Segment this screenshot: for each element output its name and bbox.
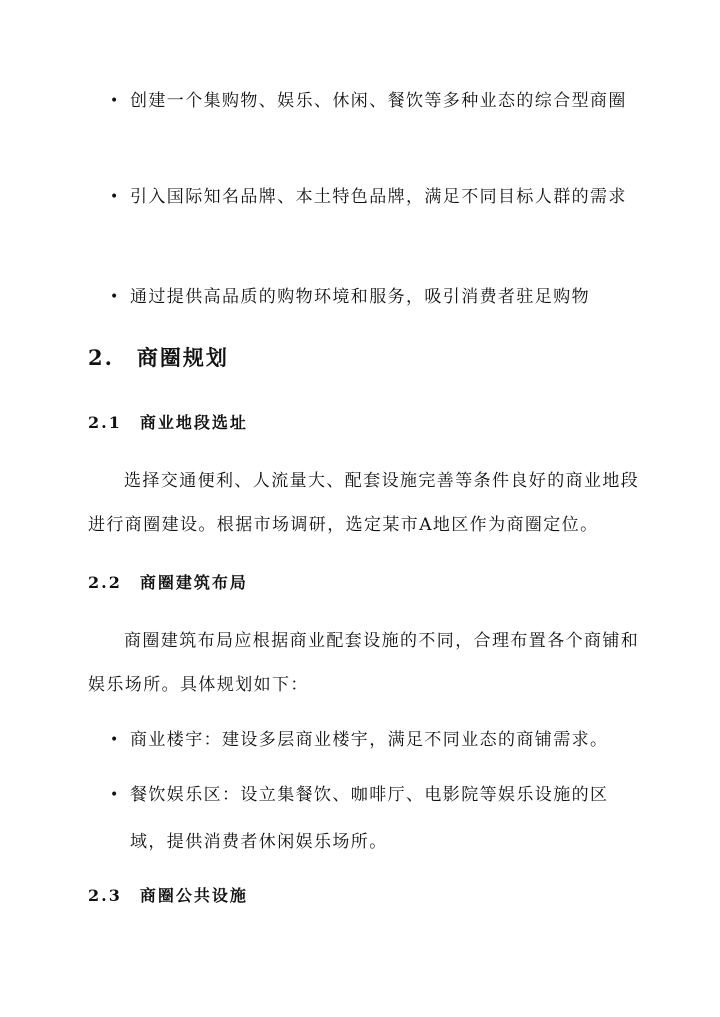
- bullet-item: [110, 274, 640, 321]
- bullet-text: 引入国际知名品牌、本土特色品牌，满足不同目标人群的需求: [130, 187, 627, 207]
- bullet-item: [110, 772, 640, 866]
- subsection-heading-2-3: 2.3 商圈公共设施: [88, 886, 248, 905]
- bullet-text: 创建一个集购物、娱乐、休闲、餐饮等多种业态的综合型商圈: [130, 91, 627, 111]
- bullet-item: [110, 78, 640, 125]
- bullet-text: 商业楼宇：建设多层商业楼宇，满足不同业态的商铺需求。: [130, 730, 609, 750]
- subsection-heading-2-1: 2.1 商业地段选址: [88, 413, 248, 432]
- bullet-marker: •: [110, 732, 120, 748]
- bullet-item: [110, 717, 640, 764]
- bullet-marker: •: [110, 289, 120, 305]
- bullet-item: [110, 174, 640, 221]
- subsection-heading-2-2: 2.2 商圈建筑布局: [88, 573, 248, 592]
- paragraph-building-layout: 商圈建筑布局应根据商业配套设施的不同，合理布置各个商铺和娱乐场所。具体规划如下：: [88, 631, 640, 695]
- bullet-marker: •: [110, 93, 120, 109]
- paragraph-site-selection: 选择交通便利、人流量大、配套设施完善等条件良好的商业地段进行商圈建设。根据市场调研，选定某市A地区作为商圈定位。: [88, 471, 640, 535]
- bullet-text: 餐饮娱乐区：设立集餐饮、咖啡厅、电影院等娱乐设施的区域，提供消费者休闲娱乐场所。: [130, 785, 609, 852]
- bullet-marker: •: [110, 189, 120, 205]
- section-heading-2: 2. 商圈规划: [88, 345, 229, 370]
- bullet-text: 通过提供高品质的购物环境和服务，吸引消费者驻足购物: [130, 287, 590, 307]
- bullet-marker: •: [110, 787, 120, 803]
